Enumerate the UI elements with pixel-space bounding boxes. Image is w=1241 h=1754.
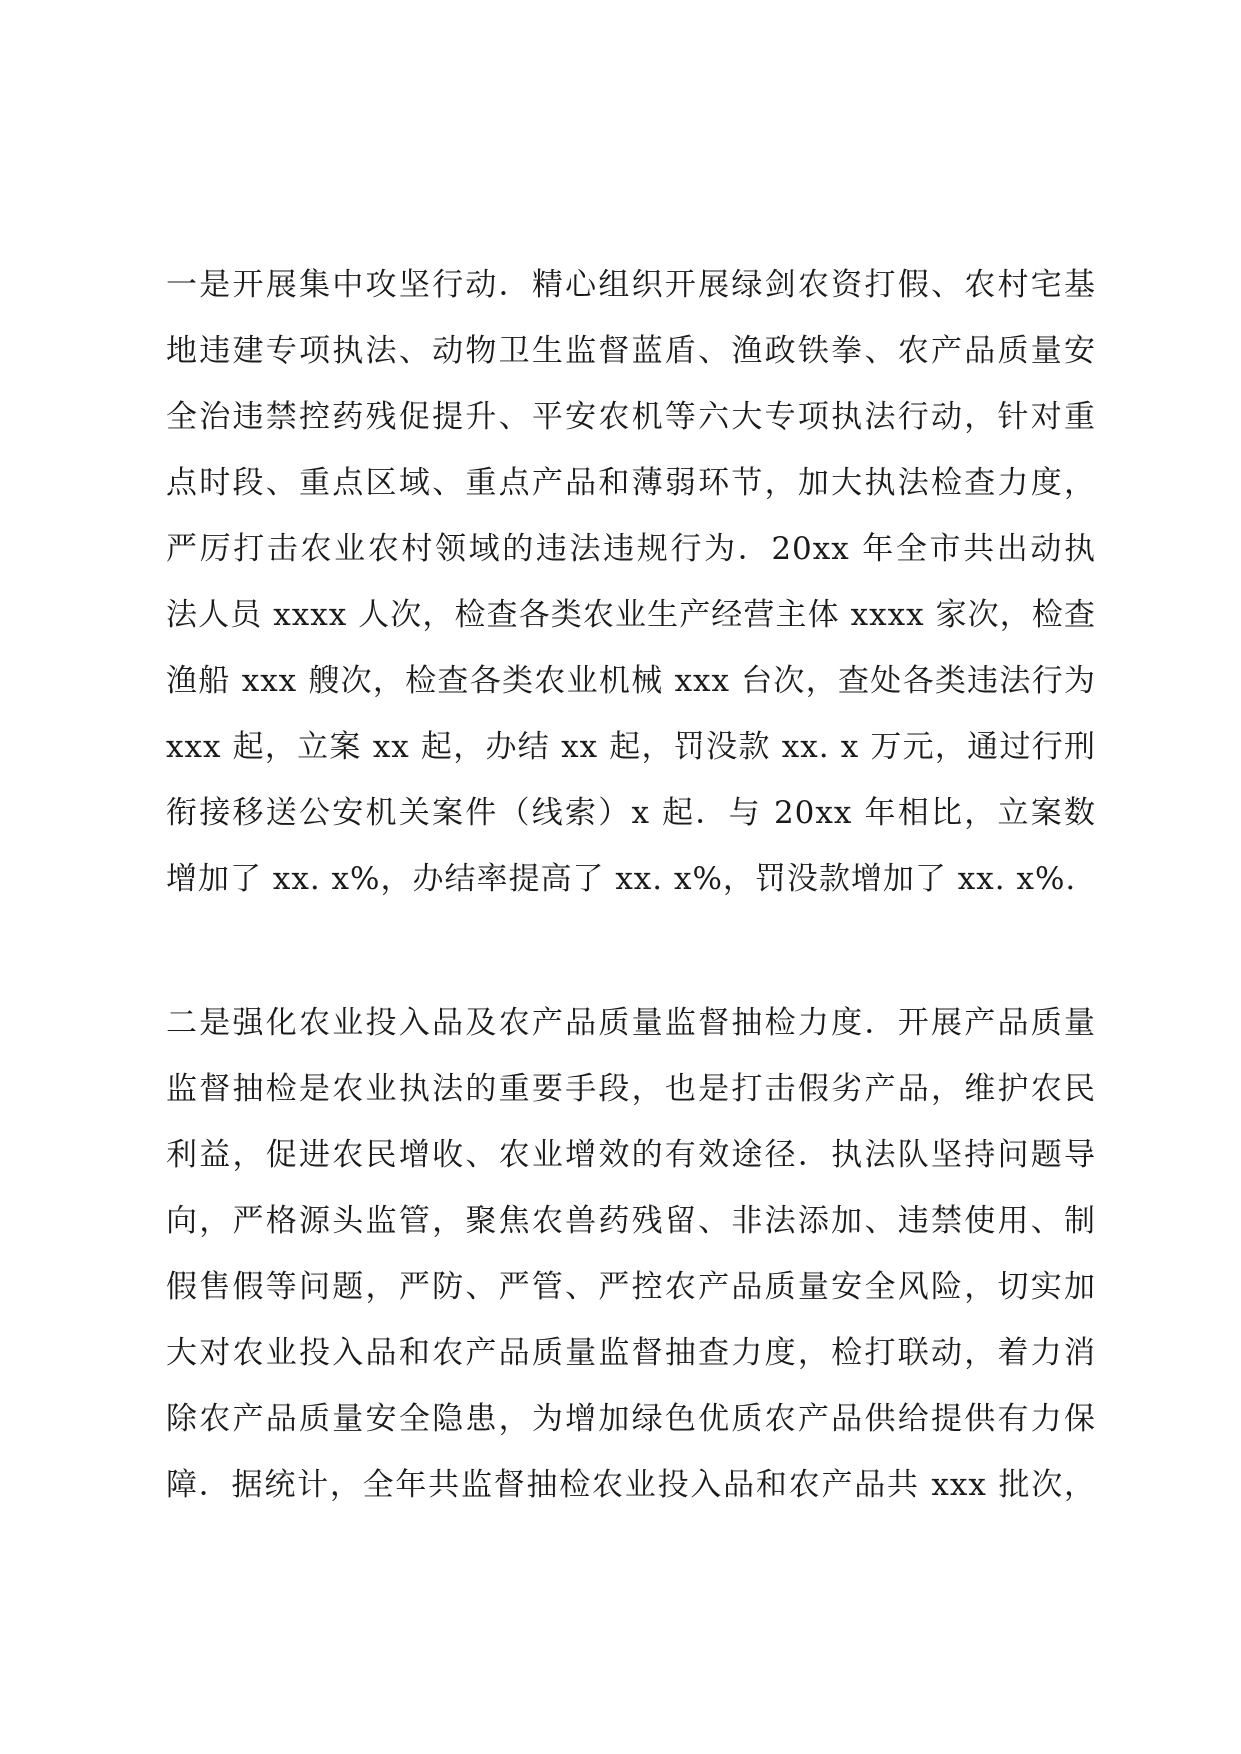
text-line: 全治违禁控药残促提升、平安农机等六大专项执法行动，针对重 bbox=[166, 399, 1096, 435]
text-line: 点时段、重点区域、重点产品和薄弱环节，加大执法检查力度， bbox=[166, 465, 1096, 501]
text-line: 大对农业投入品和农产品质量监督抽查力度，检打联动，着力消 bbox=[166, 1335, 1096, 1371]
text-line: 一是开展集中攻坚行动．精心组织开展绿剑农资打假、农村宅基 bbox=[166, 267, 1096, 303]
text-line: 法人员 xxxx 人次，检查各类农业生产经营主体 xxxx 家次，检查 bbox=[166, 597, 1096, 633]
text-line: 严厉打击农业农村领域的违法违规行为．20xx 年全市共出动执 bbox=[166, 531, 1096, 567]
paragraph-quality-inspection bbox=[166, 990, 1096, 1518]
text-line: 衔接移送公安机关案件（线索）x 起．与 20xx 年相比，立案数 bbox=[166, 795, 1096, 831]
text-line: 地违建专项执法、动物卫生监督蓝盾、渔政铁拳、农产品质量安 bbox=[166, 333, 1096, 369]
text-line: 二是强化农业投入品及农产品质量监督抽检力度．开展产品质量 bbox=[166, 1005, 1096, 1041]
text-line: 向，严格源头监管，聚焦农兽药残留、非法添加、违禁使用、制 bbox=[166, 1203, 1096, 1239]
text-line: 假售假等问题，严防、严管、严控农产品质量安全风险，切实加 bbox=[166, 1269, 1096, 1305]
text-line: 监督抽检是农业执法的重要手段，也是打击假劣产品，维护农民 bbox=[166, 1071, 1096, 1107]
text-line: xxx 起，立案 xx 起，办结 xx 起，罚没款 xx. x 万元，通过行刑 bbox=[166, 729, 1096, 765]
text-line: 增加了 xx. x%，办结率提高了 xx. x%，罚没款增加了 xx. x%. bbox=[166, 861, 1077, 897]
paragraph-enforcement-actions bbox=[166, 252, 1096, 912]
text-line: 障．据统计，全年共监督抽检农业投入品和农产品共 xxx 批次， bbox=[166, 1467, 1096, 1503]
text-line: 利益，促进农民增收、农业增效的有效途径．执法队坚持问题导 bbox=[166, 1137, 1096, 1173]
text-line: 除农产品质量安全隐患，为增加绿色优质农产品供给提供有力保 bbox=[166, 1401, 1096, 1437]
text-line: 渔船 xxx 艘次，检查各类农业机械 xxx 台次，查处各类违法行为 bbox=[166, 663, 1096, 699]
